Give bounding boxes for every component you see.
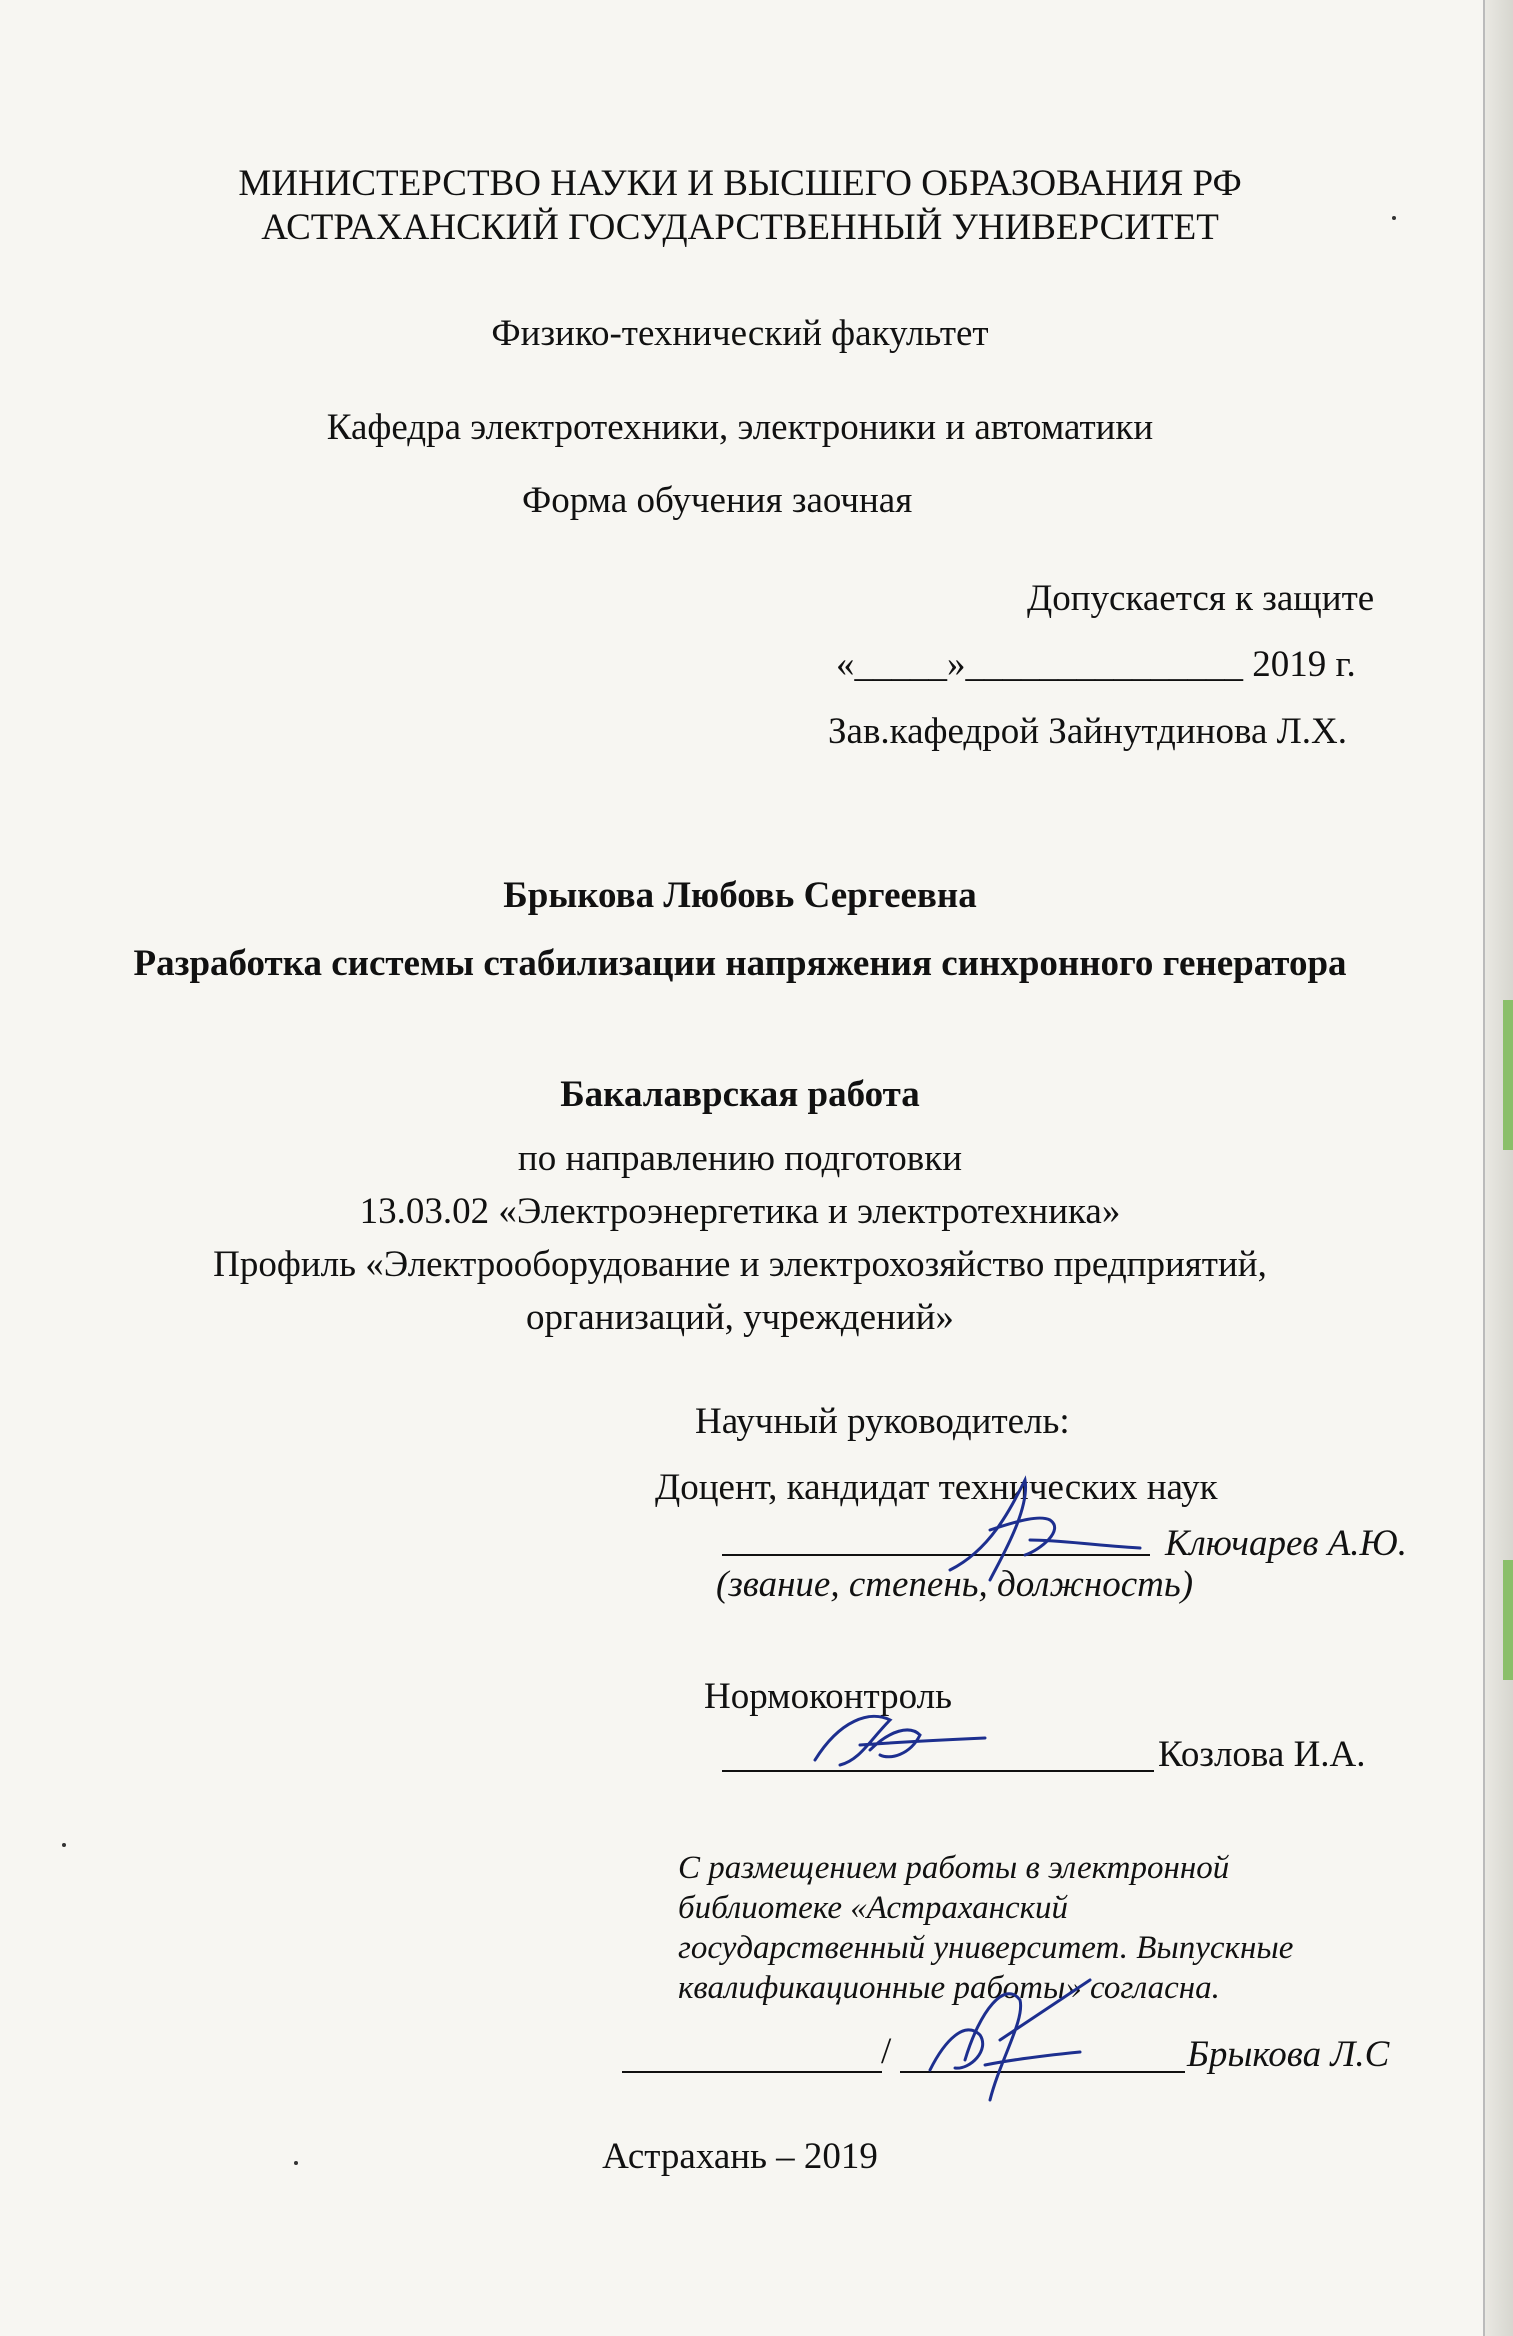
separator-slash: / [881,2031,892,2072]
faculty-label: Физико-технический факультет [491,313,989,354]
supervisor-label: Научный руководитель: [695,1401,1070,1442]
consent-text: государственный университет. Выпускные [678,1930,1294,1966]
city-year: Астрахань – 2019 [602,2136,878,2177]
consent-text: библиотеке «Астраханский [678,1890,1069,1926]
consent-text: квалификационные работы» согласна. [678,1970,1220,2006]
norm-control-name: Козлова И.А. [1158,1734,1366,1775]
scan-speck [62,1843,66,1847]
page-tab [1503,1000,1513,1150]
author-name: Брыкова Любовь Сергеевна [503,875,977,916]
profile-line: организаций, учреждений» [526,1297,954,1338]
consent-text: С размещением работы в электронной [678,1850,1230,1886]
signature-line [622,2071,882,2073]
department-head: Зав.кафедрой Зайнутдинова Л.Х. [828,711,1347,752]
page-edge [1483,0,1513,2336]
norm-control-label: Нормоконтроль [704,1676,952,1717]
direction-line: по направлению подготовки [517,1138,963,1179]
supervisor-signature [930,1470,1150,1590]
supervisor-name: Ключарев А.Ю. [1165,1523,1407,1564]
approval-title: Допускается к защите [1027,578,1375,619]
student-signature [910,1960,1110,2110]
profile-line: Профиль «Электрооборудование и электрохозяйство предприятий, [213,1244,1267,1285]
consent-name: Брыкова Л.С [1187,2034,1390,2075]
university-heading: АСТРАХАНСКИЙ ГОСУДАРСТВЕННЫЙ УНИВЕРСИТЕТ [261,207,1219,248]
direction-code: 13.03.02 «Электроэнергетика и электротехника» [359,1191,1121,1232]
department-label: Кафедра электротехники, электроники и автоматики [326,407,1154,448]
scan-speck [294,2161,298,2165]
work-type: Бакалаврская работа [560,1074,920,1115]
ministry-heading: МИНИСТЕРСТВО НАУКИ И ВЫСШЕГО ОБРАЗОВАНИЯ РФ [238,163,1242,204]
approval-date-line: «_____»_______________ 2019 г. [836,644,1356,685]
supervisor-position: Доцент, кандидат технических наук [655,1467,1218,1508]
study-form-label: Форма обучения заочная [522,480,913,521]
supervisor-caption: (звание, степень, должность) [716,1564,1194,1605]
norm-control-signature [800,1700,990,1780]
page-tab [1503,1560,1513,1680]
scan-speck [1392,216,1396,220]
thesis-title: Разработка системы стабилизации напряжения синхронного генератора [133,943,1347,984]
